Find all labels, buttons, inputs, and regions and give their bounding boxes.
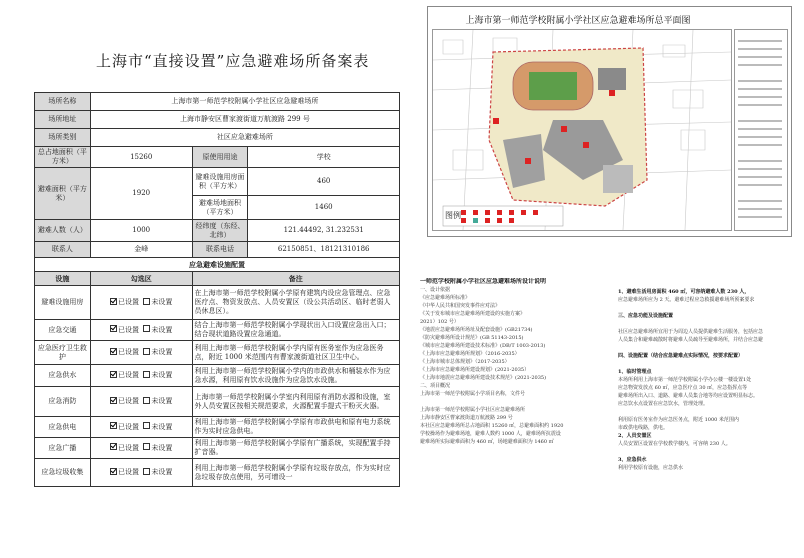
facility-name: 避难设施用房 — [35, 286, 91, 320]
doc-line: 1、临时管理点 — [618, 369, 652, 375]
option-set-label: 已设置 — [117, 397, 139, 405]
config-row — [35, 341, 400, 365]
facility-note: 利用上海市第一师范学校附属小学内的市政供水和桶装水作为应急水源，利用原有饮水设施作为应急饮水设施。 — [192, 365, 399, 387]
map-legend-column — [734, 29, 788, 231]
option-unset-label: 未设置 — [151, 325, 173, 334]
facility-name: 应急垃圾收集 — [35, 459, 91, 487]
check-cell — [90, 365, 192, 387]
doc-line: 应急物资发放点 60 ㎡，应急医疗点 30 ㎡，应急指挥点等 — [618, 385, 748, 391]
design-description — [420, 278, 800, 556]
doc-line — [618, 320, 800, 328]
checkbox-unset[interactable] — [143, 443, 150, 450]
checkbox-unset[interactable] — [143, 325, 150, 332]
check-cell — [90, 286, 192, 320]
check-cell — [90, 417, 192, 438]
label-original-use: 原使用用途 — [192, 147, 248, 168]
facility-note: 上海市第一师范学校附属小学室内利用原有消防水源和设施，室外人员安置区按相关规范要求，火源配置手提式干粉灭火器。 — [192, 387, 399, 417]
checkbox-set[interactable] — [110, 298, 117, 305]
label-place-type: 场所类别 — [35, 129, 91, 147]
doc-line: 避难场所出入口、道路、避难人员集合地等均应设置明显标志。 — [618, 393, 759, 399]
facility-note: 利用上海市第一师范学校附属小学内原有医务室作为应急医务点，附近 1000 米范围内有曹家渡街道社区卫生中心。 — [192, 341, 399, 365]
config-row — [35, 320, 400, 341]
doc-title: 一师范学校附属小学社区应急避难场所设计说明 — [420, 278, 547, 285]
checkbox-unset[interactable] — [143, 422, 150, 429]
map-drawing — [432, 29, 732, 231]
checkbox-set[interactable] — [110, 443, 117, 450]
facility-name: 应急医疗卫生救护 — [35, 341, 91, 365]
doc-line — [420, 398, 610, 406]
building-a — [598, 68, 626, 90]
facility-room: 460 — [248, 168, 400, 196]
option-unset-label: 未设置 — [151, 422, 173, 431]
label-contact: 联系人 — [35, 242, 91, 258]
facility-note: 利用上海市第一师范学校附属小学原有广播系统，实现配置手持扩音器。 — [192, 438, 399, 459]
label-people: 避难人数（人） — [35, 220, 91, 242]
registration-table — [34, 92, 400, 487]
config-row — [35, 365, 400, 387]
doc-line: 本社区应急避难场所总占地面积 15260 ㎡，总避难面积约 1920 — [420, 423, 564, 429]
config-row — [35, 459, 400, 487]
doc-line: 一、设计依据 — [420, 287, 451, 293]
doc-line: 本场所利用上海市第一师范学校附属小学办公楼一楼设置1处 — [618, 377, 752, 383]
option-set-label: 已设置 — [117, 348, 139, 356]
doc-line: 避难场所实际避难面积为 460 ㎡，场地避难面积为 1460 ㎡ — [420, 439, 554, 445]
registration-form — [34, 0, 404, 558]
doc-line: 《上海市应急避难场所规划》（2016-2035） — [420, 351, 520, 357]
facility-note: 在上海市第一师范学校附属小学原有建筑内设应急管理点、应急医疗点、物资发放点、人员安置区（设公共活动区、临时老弱人员休息区）。 — [192, 286, 399, 320]
checkbox-unset[interactable] — [143, 371, 150, 378]
option-set-label: 已设置 — [117, 371, 139, 379]
facility-note: 利用上海市第一师范学校附属小学原有市政供电和原有电力系统作为实时应急供电。 — [192, 417, 399, 438]
check-cell — [90, 438, 192, 459]
doc-line: 利用学校原有设施，应急供水 — [618, 465, 684, 471]
shelter-area: 1920 — [90, 168, 192, 220]
doc-line: 人员安置区设置在学校教学楼内，可容纳 230 人。 — [618, 441, 731, 447]
option-set-label: 已设置 — [117, 443, 139, 452]
label-facility-room: 避难设施用房面积（平方米） — [192, 168, 248, 196]
building-d — [603, 165, 633, 193]
check-cell — [90, 320, 192, 341]
doc-line: 2、人员安置区 — [618, 433, 652, 439]
config-row — [35, 417, 400, 438]
site-plan-map — [427, 6, 792, 237]
option-set-label: 已设置 — [117, 422, 139, 431]
option-set-label: 已设置 — [117, 468, 139, 476]
config-row — [35, 438, 400, 459]
facility-name: 应急交通 — [35, 320, 91, 341]
site-area: 1460 — [248, 196, 400, 220]
total-area: 15260 — [90, 147, 192, 168]
facility-note: 利用上海市第一师范学校附属小学原有垃圾存放点，作为实时应急垃圾存放点使用，另可增设一 — [192, 459, 399, 487]
doc-line — [618, 344, 800, 352]
people: 1000 — [90, 220, 192, 242]
checkbox-set[interactable] — [110, 371, 117, 378]
doc-line — [618, 408, 800, 416]
facility-name: 应急供电 — [35, 417, 91, 438]
doc-left-column — [420, 278, 610, 446]
doc-line — [618, 360, 800, 368]
option-set-label: 已设置 — [117, 325, 139, 334]
place-name: 上海市第一师范学校附属小学社区应急避难场所 — [90, 93, 399, 111]
doc-line: 2021）102 号） — [420, 319, 459, 325]
label-site-area: 避难场地面积（平方米） — [192, 196, 248, 220]
field-grass — [529, 72, 577, 100]
check-cell — [90, 387, 192, 417]
label-total-area: 总占地面积（平方米） — [35, 147, 91, 168]
doc-line: 《上海市地震应急避难场所建设技术规范》(2021-2035) — [420, 375, 547, 381]
doc-line: 《中华人民共和国突发事件应对法》 — [420, 303, 501, 309]
checkbox-set[interactable] — [110, 422, 117, 429]
doc-line — [618, 448, 800, 456]
doc-line: 利用原有医务室作为应急医务点，附近 1000 米范围内 — [618, 417, 739, 423]
option-unset-label: 未设置 — [151, 443, 173, 452]
doc-line: 《上海市应急避难场所建设规划》(2021-2035） — [420, 367, 530, 373]
doc-line: 人员集合和避难疏散时将避难人员疏导至避难场所，并结合应急避 — [618, 337, 764, 343]
col-check: 勾选区 — [90, 272, 192, 286]
label-shelter-area: 避难面积（平方米） — [35, 168, 91, 220]
doc-line: 社区应急避难场所宜用于为周边人员提供避难生活服务，包括应急 — [618, 329, 764, 335]
checkbox-unset[interactable] — [143, 468, 150, 475]
phone: 62150851、18121310186 — [248, 242, 400, 258]
doc-line: 《城市应急避难场所建设技术标准》(DB/T 1003-2013) — [420, 343, 546, 349]
doc-line: 上海市第一师范学校附属小学社区应急避难场所 — [420, 407, 526, 413]
facility-name: 应急供水 — [35, 365, 91, 387]
doc-line: 3、应急供水 — [618, 457, 647, 463]
doc-line: 应急饮水点设置在应急饮水，管理处理。 — [618, 401, 709, 407]
map-legend-label: 图例 — [445, 211, 461, 220]
option-unset-label: 未设置 — [151, 298, 173, 306]
doc-line: 《应急避难场所标准》 — [420, 295, 471, 301]
place-type: 社区应急避难场所 — [90, 129, 399, 147]
option-unset-label: 未设置 — [151, 371, 173, 379]
label-place-address: 场所地址 — [35, 111, 91, 129]
place-address: 上海市静安区曹家渡街道万航渡路 299 号 — [90, 111, 399, 129]
doc-line: 1、避难生活用房面积 460 ㎡，可容纳避难人数 230 人， — [618, 289, 750, 295]
col-facility: 设施 — [35, 272, 91, 286]
checkbox-unset[interactable] — [143, 397, 150, 404]
doc-line: 《防灾避难场所设计规范》(GB 51143-2015) — [420, 335, 524, 341]
option-unset-label: 未设置 — [151, 468, 173, 476]
checkbox-unset[interactable] — [143, 298, 150, 305]
config-rows — [35, 286, 400, 487]
check-cell — [90, 341, 192, 365]
facility-name: 应急广播 — [35, 438, 91, 459]
config-title: 应急避难设施配置 — [35, 258, 400, 272]
facility-note: 结合上海市第一师范学校附属小学现状出入口设置应急出入口；结合现状道路设置应急通道。 — [192, 320, 399, 341]
doc-line: 学校操场作为避难场地，避难人数约 1000 人，避难场所抗震设 — [420, 431, 561, 437]
doc-line: 二、项目概况 — [420, 383, 451, 389]
config-row — [35, 286, 400, 320]
config-row — [35, 387, 400, 417]
col-note: 备注 — [192, 272, 399, 286]
label-coord: 经纬度（东经、北纬） — [192, 220, 248, 242]
doc-right-column — [618, 288, 800, 472]
checkbox-set[interactable] — [110, 348, 117, 355]
doc-line: 《地震应急避难场所场址及配套设施》(GB21734) — [420, 327, 533, 333]
doc-line: 市政供电线路，供电。 — [618, 425, 669, 431]
option-unset-label: 未设置 — [151, 348, 173, 356]
facility-name: 应急消防 — [35, 387, 91, 417]
doc-line: 三、应急功能及设施配置 — [618, 313, 674, 319]
option-set-label: 已设置 — [117, 298, 139, 306]
doc-line: 四、设施配置（结合应急避难点实际情况，按要求配置） — [618, 353, 744, 359]
map-title: 上海市第一师范学校附属小学社区应急避难场所总平面图 — [465, 16, 691, 26]
checkbox-set[interactable] — [110, 397, 117, 404]
coord: 121.44492, 31.232531 — [248, 220, 400, 242]
site-plan-drawing — [433, 30, 731, 230]
checkbox-set[interactable] — [110, 325, 117, 332]
doc-line: 上海市静安区曹家渡街道万航渡路 299 号 — [420, 415, 513, 421]
doc-line: 《关于发布城市应急避难场所建设的实施方案》 — [420, 311, 526, 317]
checkbox-set[interactable] — [110, 468, 117, 475]
doc-line: 《上海市城市总体规划》（2017-2035） — [420, 359, 510, 365]
check-cell — [90, 459, 192, 487]
original-use: 学校 — [248, 147, 400, 168]
option-unset-label: 未设置 — [151, 397, 173, 405]
contact: 金峰 — [90, 242, 192, 258]
label-place-name: 场所名称 — [35, 93, 91, 111]
doc-line: 应急避难场所应为 2 天。避难过程应急救援避难场所预案要求 — [618, 297, 755, 303]
checkbox-unset[interactable] — [143, 348, 150, 355]
form-title: 上海市“直接设置”应急避难场所备案表 — [96, 52, 370, 70]
doc-line — [618, 304, 800, 312]
label-phone: 联系电话 — [192, 242, 248, 258]
doc-line: 上海市第一师范学校附属小学项目名称，文件号 — [420, 391, 526, 397]
